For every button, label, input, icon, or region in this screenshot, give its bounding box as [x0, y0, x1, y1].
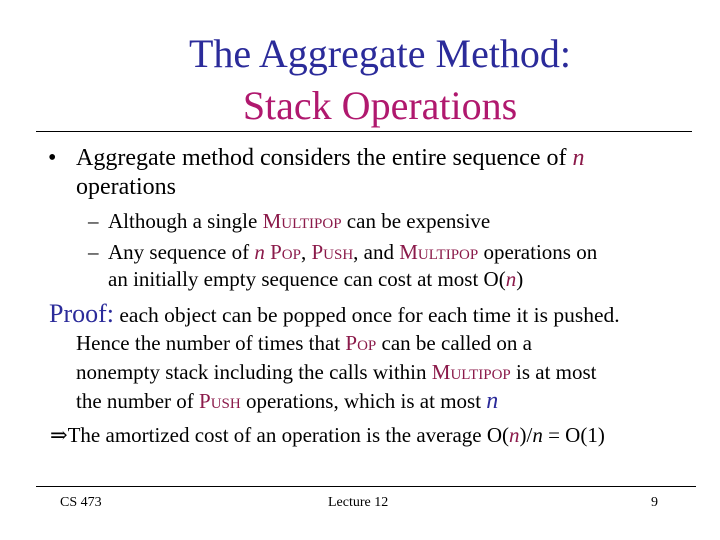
- push-term: Push: [311, 240, 354, 264]
- bullet-text-a: Aggregate method considers the entire sequence of: [76, 145, 573, 171]
- conclusion-text-a: The amortized cost of an operation is the average O(: [67, 423, 510, 447]
- conclusion-text-c: = O(1): [542, 423, 605, 447]
- proof-line4-b: operations, which is at most: [240, 389, 487, 413]
- footer-course: CS 473: [60, 495, 102, 510]
- proof-line2-b: can be called on a: [376, 331, 532, 355]
- subbullet-2: [108, 238, 597, 266]
- subbullet-2-comma: ,: [300, 240, 312, 264]
- footer-lecture: Lecture 12: [328, 495, 389, 510]
- title-divider: [36, 131, 692, 132]
- subbullet-3-text-b: ): [516, 267, 524, 291]
- conclusion-line: [50, 421, 605, 449]
- bullet-marker: •: [48, 145, 57, 171]
- proof-line3-b: is at most: [510, 360, 597, 384]
- subbullet-2-text-b: operations on: [478, 240, 598, 264]
- proof-line3-a: nonempty stack including the calls within: [76, 360, 432, 384]
- subbullet-2-text-a: Any sequence of: [108, 240, 255, 264]
- multipop-term: Multipop: [399, 240, 479, 264]
- proof-text-1: each object can be popped once for each time it is pushed.: [114, 303, 620, 327]
- push-term: Push: [199, 389, 241, 413]
- proof-line3: [76, 358, 597, 386]
- bullet-line2: operations: [76, 174, 176, 200]
- footer-divider: [36, 486, 696, 487]
- implies-icon: ⇒: [50, 423, 68, 447]
- subbullet-dash-2: –: [88, 240, 99, 264]
- pop-term: Pop: [270, 240, 301, 264]
- subbullet-dash-1: –: [88, 209, 99, 233]
- proof-label: Proof:: [49, 299, 114, 328]
- proof-line2: [76, 329, 532, 357]
- subbullet-3-text-a: an initially empty sequence can cost at most O(: [108, 267, 506, 291]
- conclusion-n1: n: [509, 423, 520, 447]
- slide-title-line2: Stack Operations: [242, 83, 518, 128]
- subbullet-2-and: , and: [353, 240, 400, 264]
- pop-term: Pop: [345, 331, 377, 355]
- multipop-term: Multipop: [431, 360, 511, 384]
- subbullet-2-continuation: [108, 265, 523, 293]
- conclusion-text-b: )/: [519, 423, 533, 447]
- proof-line4: [76, 387, 498, 415]
- subbullet-1-text-b: can be expensive: [341, 209, 491, 233]
- footer-page-number: 9: [651, 495, 658, 510]
- subbullet-3-var-n: n: [505, 267, 517, 291]
- subbullet-1-text-a: Although a single: [108, 209, 263, 233]
- proof-line4-a: the number of: [76, 389, 200, 413]
- slide-title-line1: The Aggregate Method:: [188, 31, 572, 76]
- multipop-term: Multipop: [262, 209, 342, 233]
- subbullet-2-var-n: n: [254, 240, 265, 264]
- proof-line2-a: Hence the number of times that: [76, 331, 346, 355]
- proof-var-n: n: [486, 388, 499, 414]
- bullet-var-n: n: [572, 145, 585, 171]
- bullet-line1: [76, 143, 584, 173]
- subbullet-1: [108, 207, 490, 235]
- conclusion-n2: n: [532, 423, 543, 447]
